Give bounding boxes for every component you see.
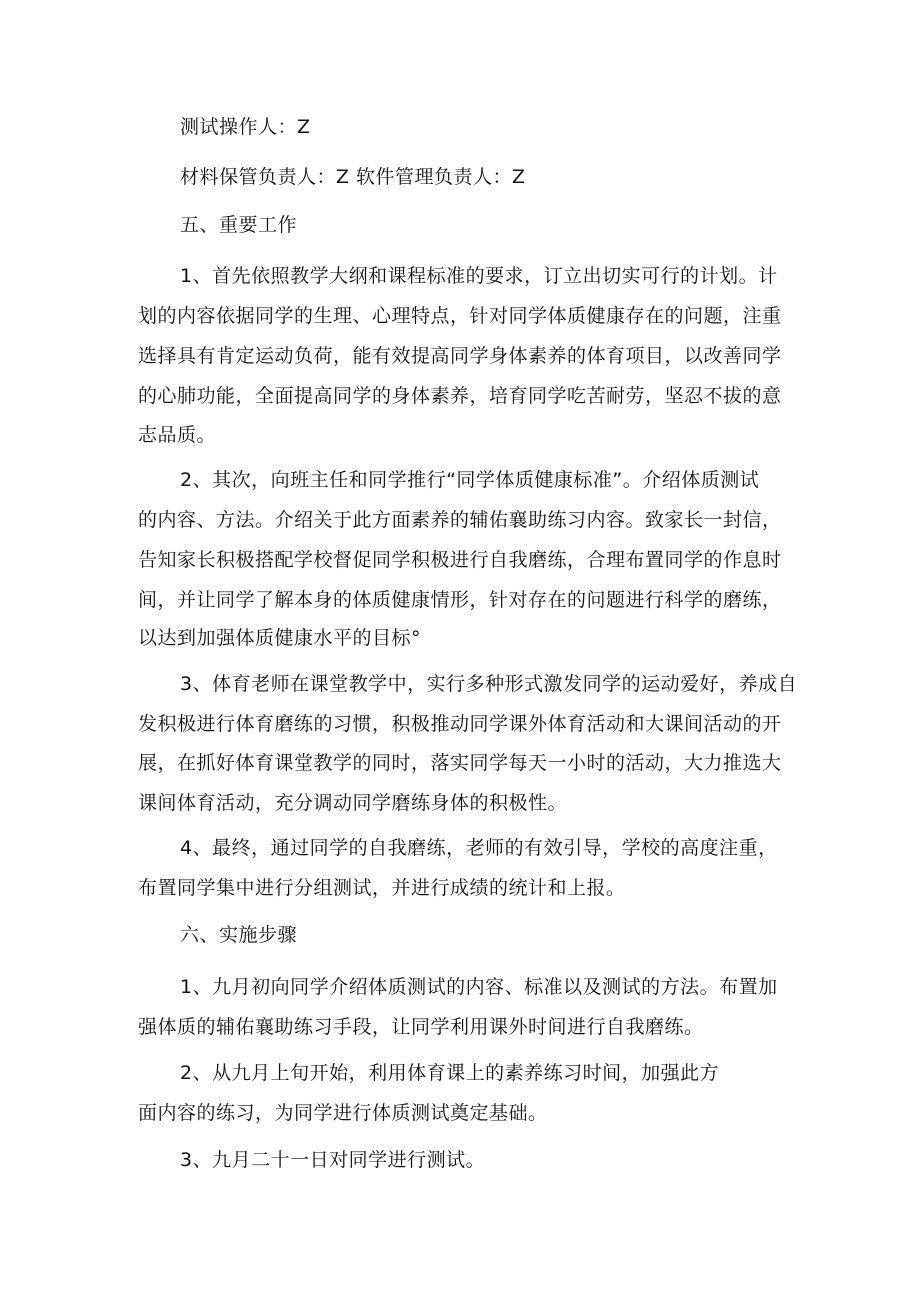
paragraph-1-line: 选择具有肯定运动负荷，能有效提高同学身体素养的体育项目，以改善同学 [138,345,782,367]
step-3-line: 3、九月二十一日对同学进行测试。 [180,1149,486,1171]
materials-software-roles-line: 材料保管负责人：Z 软件管理负责人：Z [180,166,526,188]
paragraph-2-line: 以达到加强体质健康水平的目标° [138,627,422,649]
step-1-line: 强体质的辅佑襄助练习手段，让同学利用课外时间进行自我磨练。 [138,1016,704,1038]
test-operator-line: 测试操作人：Z [180,116,311,138]
section-heading-important-work: 五、重要工作 [180,214,298,236]
paragraph-3-line: 展，在抓好体育课堂教学的同时，落实同学每天一小时的活动，大力推选大 [138,752,782,774]
paragraph-2-line: 的内容、方法。介绍关于此方面素养的辅佑襄助练习内容。致家长一封信， [138,509,782,531]
paragraph-3-line: 3、体育老师在课堂教学中，实行多种形式激发同学的运动爱好，养成自 [180,673,798,695]
paragraph-1-line: 1、首先依照教学大纲和课程标准的要求，订立出切实可行的计划。计 [180,265,778,287]
paragraph-1-line: 志品质。 [138,424,217,446]
paragraph-1-line: 的心肺功能，全面提高同学的身体素养，培育同学吃苦耐劳，坚忍不拔的意 [138,385,782,407]
step-1-line: 1、九月初向同学介绍体质测试的内容、标准以及测试的方法。布置加 [180,976,778,998]
step-2-line: 2、从九月上旬开始，利用体育课上的素养练习时间，加强此方 [180,1062,720,1084]
paragraph-1-line: 划的内容依据同学的生理、心理特点，针对同学体质健康存在的问题，注重 [138,305,782,327]
paragraph-2-line: 2、其次，向班主任和同学推行“同学体质健康标准”。介绍体质测试 [180,469,760,491]
paragraph-4-line: 4、最终，通过同学的自我磨练，老师的有效引导，学校的高度注重， [180,837,778,859]
section-heading-implementation-steps: 六、实施步骤 [180,924,298,946]
step-2-line: 面内容的练习，为同学进行体质测试奠定基础。 [138,1102,548,1124]
paragraph-2-line: 间，并让同学了解本身的体质健康情形，针对存在的问题进行科学的磨练， [138,589,782,611]
paragraph-3-line: 发积极进行体育磨练的习惯，积极推动同学课外体育活动和大课间活动的开 [138,713,782,735]
paragraph-4-line: 布置同学集中进行分组测试，并进行成绩的统计和上报。 [138,877,626,899]
paragraph-2-line: 告知家长积极搭配学校督促同学积极进行自我磨练，合理布置同学的作息时 [138,549,782,571]
paragraph-3-line: 课间体育活动，充分调动同学磨练身体的积极性。 [138,792,568,814]
